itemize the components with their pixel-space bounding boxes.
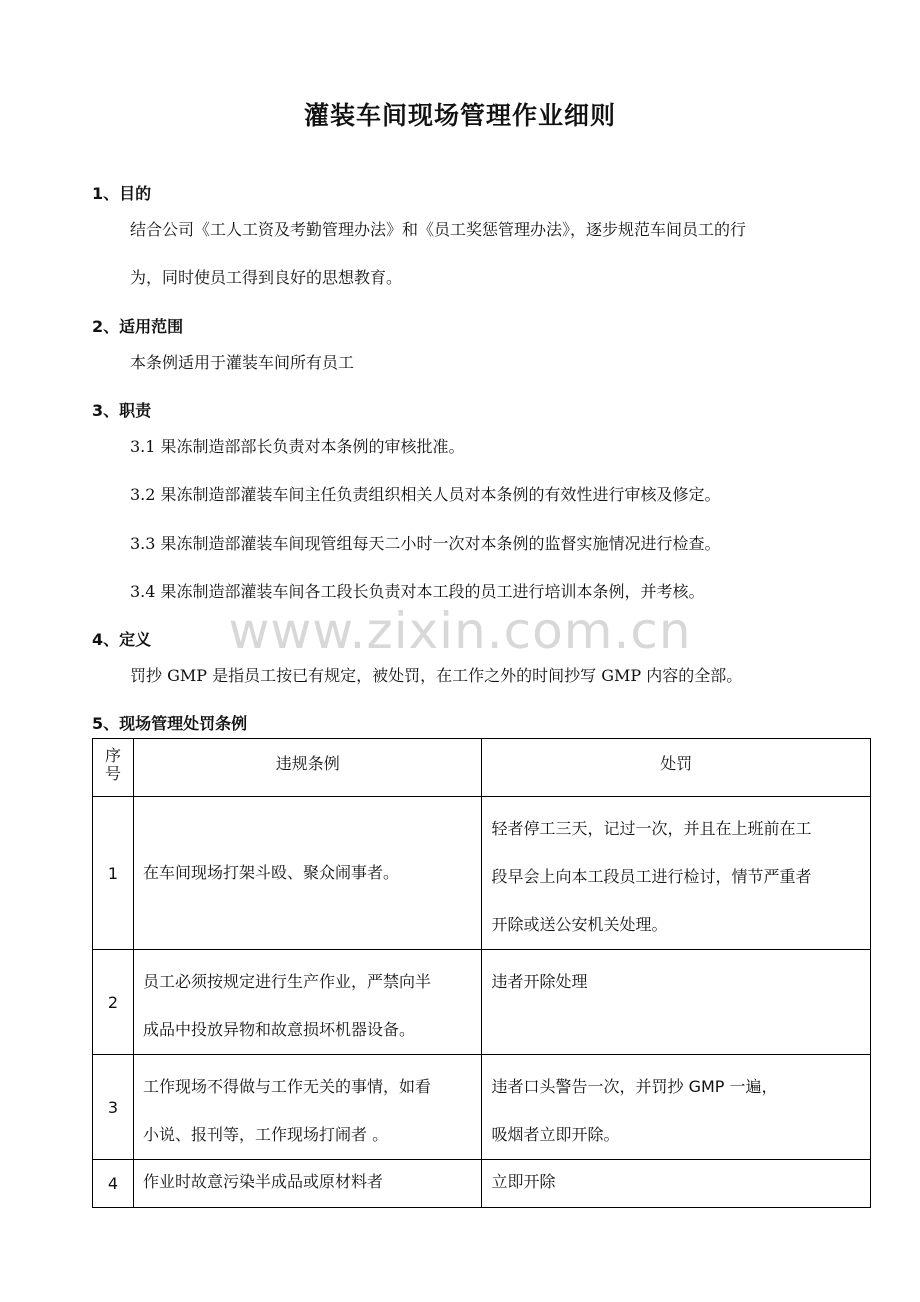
section-heading-duties: 3、职责 bbox=[92, 401, 152, 420]
table-row bbox=[93, 1055, 871, 1160]
row-3-penalty-line-2: 吸烟者立即开除。 bbox=[491, 1125, 620, 1144]
header-no bbox=[93, 739, 134, 797]
row-1-penalty-line-1: 轻者停工三天，记过一次，并且在上班前在工 bbox=[491, 819, 812, 838]
watermark: www.zixin.com.cn bbox=[228, 602, 692, 660]
purpose-line-2: 为，同时使员工得到良好的思想教育。 bbox=[130, 268, 403, 287]
table-row bbox=[93, 1160, 871, 1208]
row-3-penalty-line-1: 违者口头警告一次，并罚抄 GMP 一遍， bbox=[491, 1077, 778, 1096]
duty-3-2: 3.2 果冻制造部灌装车间主任负责组织相关人员对本条例的有效性进行审核及修定。 bbox=[130, 485, 721, 504]
row-3-penalty bbox=[482, 1055, 871, 1160]
row-1-no: 1 bbox=[93, 797, 134, 950]
purpose-line-1: 结合公司《工人工资及考勤管理办法》和《员工奖惩管理办法》，逐步规范车间员工的行 bbox=[130, 220, 747, 239]
row-3-no: 3 bbox=[93, 1055, 134, 1160]
section-heading-penalty-rules: 5、现场管理处罚条例 bbox=[92, 714, 248, 733]
header-no-top: 序 bbox=[105, 746, 122, 765]
row-3-rule-line-2: 小说、报刊等，工作现场打闹者 。 bbox=[143, 1125, 389, 1144]
table-row bbox=[93, 950, 871, 1055]
row-1-penalty-line-2: 段早会上向本工段员工进行检讨，情节严重者 bbox=[491, 867, 812, 886]
row-2-no: 2 bbox=[93, 950, 134, 1055]
row-1-penalty-line-3: 开除或送公安机关处理。 bbox=[491, 915, 668, 934]
duty-3-3: 3.3 果冻制造部灌装车间现管组每天二小时一次对本条例的监督实施情况进行检查。 bbox=[130, 534, 721, 553]
row-4-penalty-line-1: 立即开除 bbox=[491, 1172, 556, 1191]
section-heading-scope: 2、适用范围 bbox=[92, 317, 184, 336]
row-4-rule bbox=[134, 1160, 482, 1208]
row-2-penalty-line-1: 违者开除处理 bbox=[491, 972, 588, 991]
penalty-table bbox=[92, 738, 871, 1208]
table-header-row bbox=[93, 739, 871, 797]
header-rule: 违规条例 bbox=[134, 739, 482, 797]
row-3-rule-line-1: 工作现场不得做与工作无关的事情，如看 bbox=[143, 1077, 432, 1096]
definition-line: 罚抄 GMP 是指员工按已有规定，被处罚，在工作之外的时间抄写 GMP 内容的全部。 bbox=[130, 666, 743, 685]
row-4-rule-line-1: 作业时故意污染半成品或原材料者 bbox=[143, 1172, 384, 1191]
row-1-penalty bbox=[482, 797, 871, 950]
duty-3-1: 3.1 果冻制造部部长负责对本条例的审核批准。 bbox=[130, 437, 465, 456]
duty-3-4: 3.4 果冻制造部灌装车间各工段长负责对本工段的员工进行培训本条例，并考核。 bbox=[130, 582, 705, 601]
row-3-rule bbox=[134, 1055, 482, 1160]
table-row bbox=[93, 797, 871, 950]
section-heading-purpose: 1、目的 bbox=[92, 184, 152, 203]
row-2-rule-line-2: 成品中投放异物和故意损坏机器设备。 bbox=[143, 1020, 416, 1039]
row-2-rule-line-1: 员工必须按规定进行生产作业，严禁向半 bbox=[143, 972, 432, 991]
row-1-rule-line-1: 在车间现场打架斗殴、聚众闹事者。 bbox=[143, 863, 400, 882]
header-penalty: 处罚 bbox=[482, 739, 871, 797]
header-no-bottom: 号 bbox=[105, 764, 122, 783]
row-4-penalty bbox=[482, 1160, 871, 1208]
row-1-rule bbox=[134, 797, 482, 950]
scope-line: 本条例适用于灌装车间所有员工 bbox=[130, 353, 355, 372]
row-2-rule bbox=[134, 950, 482, 1055]
section-heading-definition: 4、定义 bbox=[92, 630, 152, 649]
row-4-no: 4 bbox=[93, 1160, 134, 1208]
row-2-penalty bbox=[482, 950, 871, 1055]
document-title: 灌装车间现场管理作业细则 bbox=[303, 101, 616, 130]
